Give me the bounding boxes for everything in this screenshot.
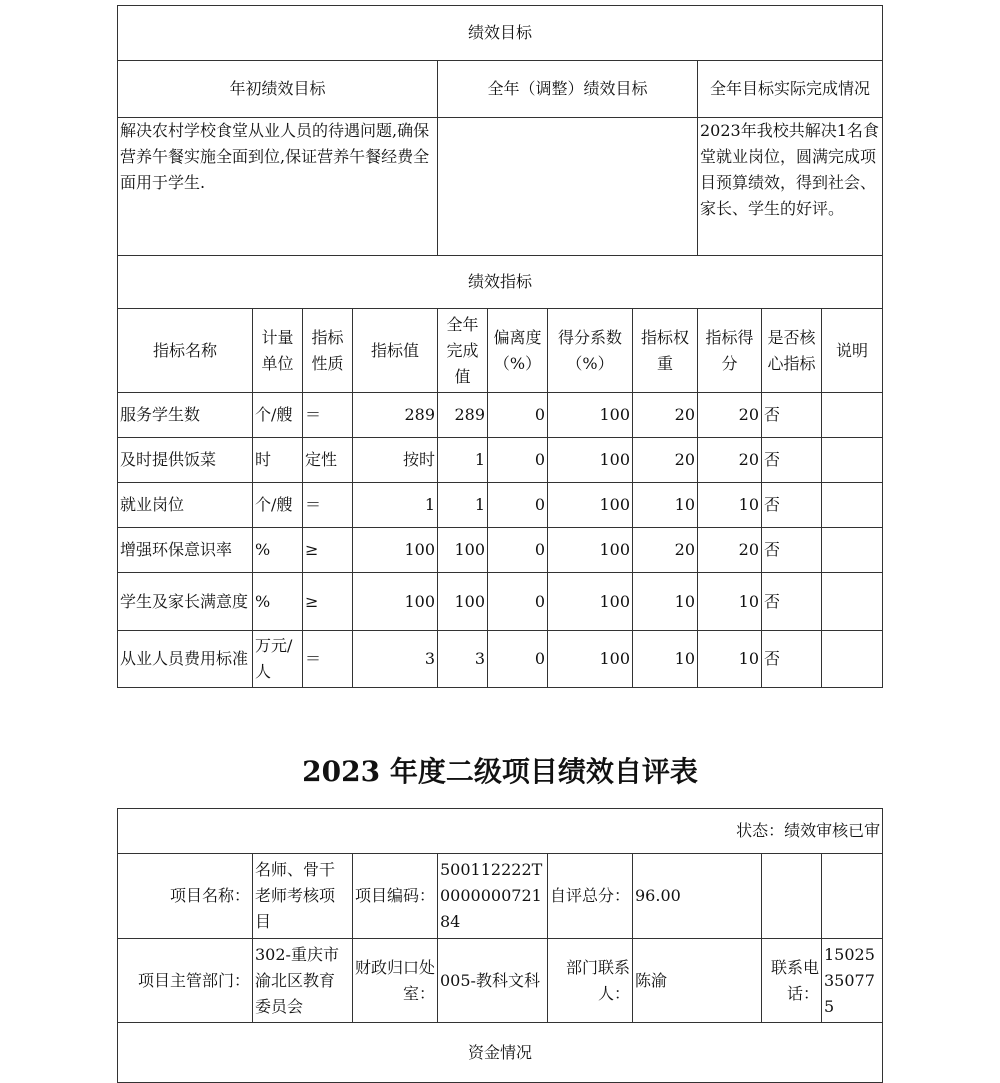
weight: 20 <box>633 393 698 438</box>
is-core: 否 <box>762 438 822 483</box>
header-is-core: 是否核心指标 <box>762 309 822 393</box>
deviation: 0 <box>488 573 548 631</box>
header-score-coefficient: 得分系数（%） <box>548 309 633 393</box>
score-coefficient: 100 <box>548 483 633 528</box>
dept-label: 项目主管部门： <box>118 939 253 1023</box>
indicator-name: 就业岗位 <box>118 483 253 528</box>
unit: % <box>253 573 303 631</box>
completed-value: 3 <box>438 631 488 688</box>
project-code-label: 项目编码： <box>353 854 438 939</box>
dept-value: 302-重庆市渝北区教育委员会 <box>253 939 353 1023</box>
col-actual-completion: 全年目标实际完成情况 <box>698 61 883 118</box>
is-core: 否 <box>762 573 822 631</box>
target-value: 按时 <box>353 438 438 483</box>
funds-section-title: 资金情况 <box>118 1023 883 1083</box>
remark <box>822 528 883 573</box>
remark <box>822 438 883 483</box>
header-deviation: 偏离度（%） <box>488 309 548 393</box>
target-value: 3 <box>353 631 438 688</box>
phone-value: 15025350775 <box>822 939 883 1023</box>
is-core: 否 <box>762 393 822 438</box>
project-info-table <box>117 808 883 1083</box>
header-unit: 计量单位 <box>253 309 303 393</box>
indicators-section-title: 绩效指标 <box>118 256 883 309</box>
unit: 个/艘 <box>253 393 303 438</box>
completed-value: 1 <box>438 438 488 483</box>
empty-cell <box>822 854 883 939</box>
finance-value: 005-教科文科 <box>438 939 548 1023</box>
header-indicator-name: 指标名称 <box>118 309 253 393</box>
score: 10 <box>698 631 762 688</box>
adjusted-goal-text <box>438 118 698 256</box>
target-value: 100 <box>353 573 438 631</box>
weight: 20 <box>633 438 698 483</box>
deviation: 0 <box>488 631 548 688</box>
weight: 10 <box>633 483 698 528</box>
table-row <box>118 483 883 528</box>
is-core: 否 <box>762 631 822 688</box>
weight: 10 <box>633 631 698 688</box>
status-badge: 状态：绩效审核已审 <box>118 809 883 854</box>
nature: ＝ <box>303 483 353 528</box>
score-coefficient: 100 <box>548 393 633 438</box>
form-title: 2023 年度二级项目绩效自评表 <box>302 755 698 788</box>
indicator-name: 学生及家长满意度 <box>118 573 253 631</box>
target-value: 289 <box>353 393 438 438</box>
target-value: 100 <box>353 528 438 573</box>
score: 20 <box>698 393 762 438</box>
unit: % <box>253 528 303 573</box>
table-row <box>118 438 883 483</box>
is-core: 否 <box>762 483 822 528</box>
table-row <box>118 528 883 573</box>
indicator-name: 及时提供饭菜 <box>118 438 253 483</box>
finance-label: 财政归口处室： <box>353 939 438 1023</box>
initial-goal-text: 解决农村学校食堂从业人员的待遇问题,确保营养午餐实施全面到位,保证营养午餐经费全面用于学生. <box>118 118 438 256</box>
col-initial-goal: 年初绩效目标 <box>118 61 438 118</box>
indicator-name: 从业人员费用标准 <box>118 631 253 688</box>
header-remark: 说明 <box>822 309 883 393</box>
self-score-label: 自评总分： <box>548 854 633 939</box>
header-score: 指标得分 <box>698 309 762 393</box>
remark <box>822 393 883 438</box>
unit: 时 <box>253 438 303 483</box>
contact-label: 部门联系人： <box>548 939 633 1023</box>
table-row <box>118 573 883 631</box>
nature: ≥ <box>303 573 353 631</box>
table-row <box>118 393 883 438</box>
score: 10 <box>698 573 762 631</box>
indicator-name: 服务学生数 <box>118 393 253 438</box>
empty-cell <box>762 854 822 939</box>
completed-value: 289 <box>438 393 488 438</box>
header-nature: 指标性质 <box>303 309 353 393</box>
col-adjusted-goal: 全年（调整）绩效目标 <box>438 61 698 118</box>
header-weight: 指标权重 <box>633 309 698 393</box>
score-coefficient: 100 <box>548 438 633 483</box>
nature: ＝ <box>303 393 353 438</box>
unit: 万元/人 <box>253 631 303 688</box>
phone-label: 联系电话： <box>762 939 822 1023</box>
completed-value: 100 <box>438 528 488 573</box>
unit: 个/艘 <box>253 483 303 528</box>
score: 20 <box>698 528 762 573</box>
remark <box>822 483 883 528</box>
deviation: 0 <box>488 438 548 483</box>
header-target-value: 指标值 <box>353 309 438 393</box>
table-row <box>118 631 883 688</box>
weight: 10 <box>633 573 698 631</box>
completed-value: 100 <box>438 573 488 631</box>
project-name-value: 名师、骨干老师考核项目 <box>253 854 353 939</box>
deviation: 0 <box>488 393 548 438</box>
self-score-value: 96.00 <box>633 854 762 939</box>
goals-section-title: 绩效目标 <box>118 6 883 61</box>
score: 10 <box>698 483 762 528</box>
score-coefficient: 100 <box>548 573 633 631</box>
score: 20 <box>698 438 762 483</box>
score-coefficient: 100 <box>548 631 633 688</box>
completed-value: 1 <box>438 483 488 528</box>
remark <box>822 573 883 631</box>
deviation: 0 <box>488 483 548 528</box>
nature: 定性 <box>303 438 353 483</box>
actual-completion-text: 2023年我校共解决1名食堂就业岗位，圆满完成项目预算绩效，得到社会、家长、学生的好评。 <box>698 118 883 256</box>
nature: ＝ <box>303 631 353 688</box>
header-completed-value: 全年完成值 <box>438 309 488 393</box>
indicator-name: 增强环保意识率 <box>118 528 253 573</box>
weight: 20 <box>633 528 698 573</box>
target-value: 1 <box>353 483 438 528</box>
remark <box>822 631 883 688</box>
deviation: 0 <box>488 528 548 573</box>
nature: ≥ <box>303 528 353 573</box>
project-code-value: 500112222T000000072184 <box>438 854 548 939</box>
is-core: 否 <box>762 528 822 573</box>
performance-table <box>117 5 883 688</box>
contact-value: 陈渝 <box>633 939 762 1023</box>
project-name-label: 项目名称： <box>118 854 253 939</box>
score-coefficient: 100 <box>548 528 633 573</box>
